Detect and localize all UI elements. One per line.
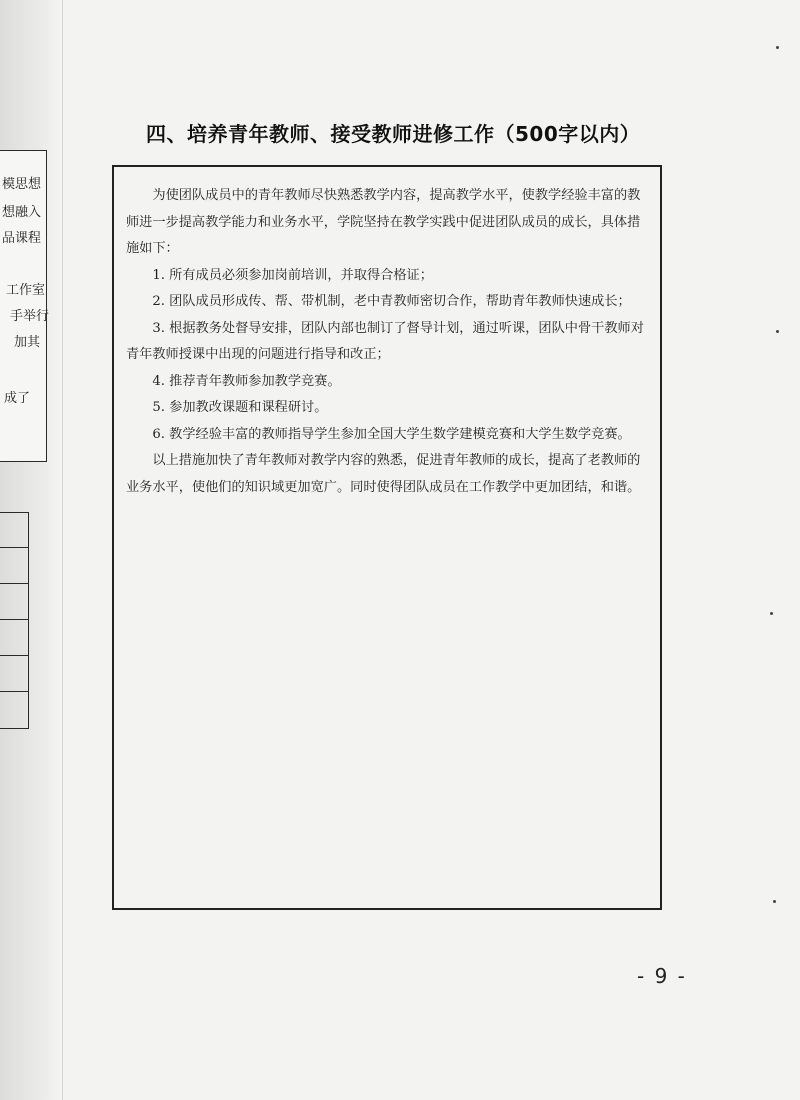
- left-fragment-line: 工作室: [6, 283, 46, 298]
- left-fragment-line: 品课程: [2, 231, 42, 246]
- left-fragment-line: 加其: [14, 335, 41, 350]
- measure-item: 6. 教学经验丰富的教师指导学生参加全国大学生数学建模竞赛和大学生数学竞赛。: [152, 426, 631, 442]
- scan-speck: [770, 612, 773, 615]
- left-fragment-line: 想融入: [2, 205, 42, 220]
- table-row-line: [0, 691, 28, 692]
- left-page-fragment: [0, 150, 50, 462]
- left-fragment-line: 成了: [4, 391, 31, 406]
- left-fragment-line: 模思想: [2, 177, 42, 192]
- scan-speck: [773, 900, 776, 903]
- left-fragment-line: 手举行: [10, 309, 50, 324]
- measure-item: 5. 参加教改课题和课程研讨。: [152, 400, 328, 415]
- measure-item: 2. 团队成员形成传、帮、带机制，老中青教师密切合作，帮助青年教师快速成长；: [152, 294, 631, 309]
- table-row-line: [0, 655, 28, 656]
- body-text: [114, 183, 664, 501]
- scan-speck: [776, 330, 779, 333]
- table-row-line: [0, 619, 28, 620]
- page-number: - 9 -: [637, 964, 687, 988]
- conclusion-paragraph: 以上措施加快了青年教师对教学内容的熟悉，促进青年教师的成长，提高了老教师的业务水平，使他们的知识域更加宽广。同时使得团队成员在工作教学中更加团结，和谐。: [126, 453, 641, 495]
- table-row-line: [0, 547, 28, 548]
- content-box: [112, 165, 662, 910]
- section-title: 四、培养青年教师、接受教师进修工作（500字以内）: [146, 122, 641, 146]
- left-page-table-fragment: [0, 512, 29, 729]
- page-crease: [62, 0, 63, 1100]
- measure-item: 4. 推荐青年教师参加教学竞赛。: [152, 373, 341, 389]
- measure-item: 1. 所有成员必须参加岗前培训，并取得合格证；: [152, 267, 433, 283]
- scan-speck: [776, 46, 779, 49]
- table-row-line: [0, 583, 28, 584]
- intro-paragraph: 为使团队成员中的青年教师尽快熟悉教学内容，提高教学水平，使教学经验丰富的教师进一步提高教学能力和业务水平，学院坚持在教学实践中促进团队成员的成长，具体措施如下：: [126, 188, 641, 256]
- measure-item: 3. 根据教务处督导安排，团队内部也制订了督导计划，通过听课，团队中骨干教师对青年教师授课中出现的问题进行指导和改正；: [126, 320, 644, 362]
